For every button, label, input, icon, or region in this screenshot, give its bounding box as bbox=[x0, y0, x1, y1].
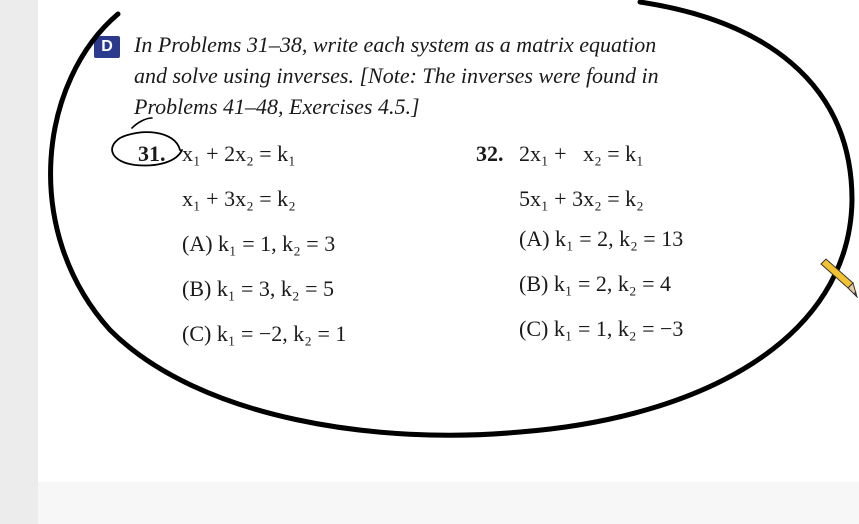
pencil-icon[interactable] bbox=[818, 258, 858, 298]
problem-32-part-b: (B) k₁ = 2, k₂ = 4 bbox=[519, 271, 671, 296]
problem-31-equation-1: x₁ + 2x₂ = k₁ bbox=[182, 141, 296, 166]
problem-32-equation-1: 2x₁ + x₂ = k₁ bbox=[519, 141, 644, 166]
problem-31-part-b: (B) k₁ = 3, k₂ = 5 bbox=[182, 276, 334, 301]
problem-31-number: 31. bbox=[138, 141, 166, 166]
instruction-line-3: Problems 41–48, Exercises 4.5.] bbox=[134, 94, 420, 119]
problem-32-part-a: (A) k₁ = 2, k₂ = 13 bbox=[519, 226, 684, 251]
pen-tick-annotation bbox=[132, 118, 152, 128]
small-circle-annotation bbox=[112, 132, 182, 165]
problem-31-part-a: (A) k₁ = 1, k₂ = 3 bbox=[182, 231, 336, 256]
problem-32-part-c: (C) k₁ = 1, k₂ = −3 bbox=[519, 316, 684, 341]
section-badge: D bbox=[94, 36, 120, 58]
problem-32-number: 32. bbox=[476, 141, 504, 166]
large-oval-annotation bbox=[51, 2, 852, 435]
problem-31-equation-2: x₁ + 3x₂ = k₂ bbox=[182, 186, 296, 211]
instruction-line-2: and solve using inverses. [Note: The inverses were found in bbox=[134, 63, 659, 88]
problem-31-part-c: (C) k₁ = −2, k₂ = 1 bbox=[182, 321, 347, 346]
instruction-line-1: In Problems 31–38, write each system as a matrix equation bbox=[134, 32, 657, 57]
problem-32-equation-2: 5x₁ + 3x₂ = k₂ bbox=[519, 186, 644, 211]
